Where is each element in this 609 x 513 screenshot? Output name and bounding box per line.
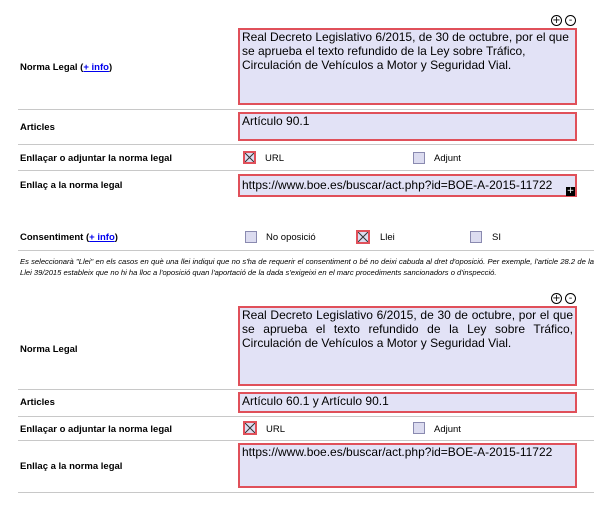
enllac-label: Enllaç a la norma legal [20, 180, 123, 191]
norma-legal-label: Norma Legal (+ info) [20, 62, 113, 73]
info-link[interactable]: + info [89, 232, 115, 243]
si-label: SI [492, 232, 501, 243]
llei-checkbox[interactable] [356, 230, 370, 244]
check-x-icon [245, 153, 254, 162]
remove-icon[interactable]: - [565, 293, 576, 304]
articles-value: Artículo 60.1 y Artículo 90.1 [242, 394, 389, 408]
norma-legal-value: Real Decreto Legislativo 6/2015, de 30 de octubre, por el que se aprueba el texto refundido de la Ley sobre Tráfico, Circulación de Vehículos a Motor y Seguridad Vial. [242, 30, 569, 72]
expand-icon[interactable]: + [566, 186, 575, 196]
norma-legal-field[interactable] [238, 28, 577, 105]
consentiment-note: Es seleccionarà "Llei" en els casos en què una llei indiqui que no s'ha de requerir el consentiment o bé no deixi cabuda al dret d'oposició. Per exemple, l'article 28.2 de la Llei 39/2015 estableix que no hi ha lloc a l'oposició quan l'aportació de la dada s'exigeixi en el marc procediments sancionadors o d'inspecció. [20, 257, 594, 277]
no-oposicio-checkbox[interactable] [245, 231, 257, 243]
no-oposicio-label: No oposició [266, 232, 316, 243]
remove-icon[interactable]: - [565, 15, 576, 26]
check-x-icon [358, 232, 368, 242]
enllac-value: https://www.boe.es/buscar/act.php?id=BOE-A-2015-11722 [242, 178, 553, 192]
enllacar-label: Enllaçar o adjuntar la norma legal [20, 153, 173, 164]
norma-legal-field[interactable] [238, 306, 577, 386]
adjunt-option-label: Adjunt [434, 153, 461, 164]
enllac-value: https://www.boe.es/buscar/act.php?id=BOE-A-2015-11722 [242, 445, 553, 459]
articles-field[interactable] [238, 392, 577, 413]
consentiment-label: Consentiment (+ info) [20, 232, 118, 243]
enllac-label: Enllaç a la norma legal [20, 461, 123, 472]
enllacar-label: Enllaçar o adjuntar la norma legal [20, 424, 173, 435]
articles-field[interactable] [238, 112, 577, 141]
adjunt-checkbox[interactable] [413, 422, 425, 434]
articles-label: Articles [20, 397, 55, 408]
articles-label: Articles [20, 122, 55, 133]
add-icon[interactable]: + [552, 15, 561, 26]
enllac-field[interactable] [238, 443, 577, 488]
url-checkbox[interactable] [243, 421, 257, 435]
adjunt-checkbox[interactable] [413, 152, 425, 164]
url-option-label: URL [265, 153, 285, 164]
si-checkbox[interactable] [470, 231, 482, 243]
llei-label: Llei [380, 232, 395, 243]
norma-legal-label: Norma Legal [20, 344, 78, 355]
info-link[interactable]: + info [83, 62, 109, 73]
check-x-icon [245, 423, 255, 433]
url-checkbox[interactable] [243, 151, 256, 164]
add-icon[interactable]: + [552, 293, 561, 304]
articles-value: Artículo 90.1 [242, 114, 310, 128]
url-option-label: URL [266, 424, 286, 435]
norma-legal-value: Real Decreto Legislativo 6/2015, de 30 de octubre, por el que se aprueba el texto refundido de la Ley sobre Tráfico, Circulación de Vehículos a Motor y Seguridad Vial. [242, 308, 573, 350]
enllac-field[interactable] [238, 174, 577, 197]
adjunt-option-label: Adjunt [434, 424, 461, 435]
